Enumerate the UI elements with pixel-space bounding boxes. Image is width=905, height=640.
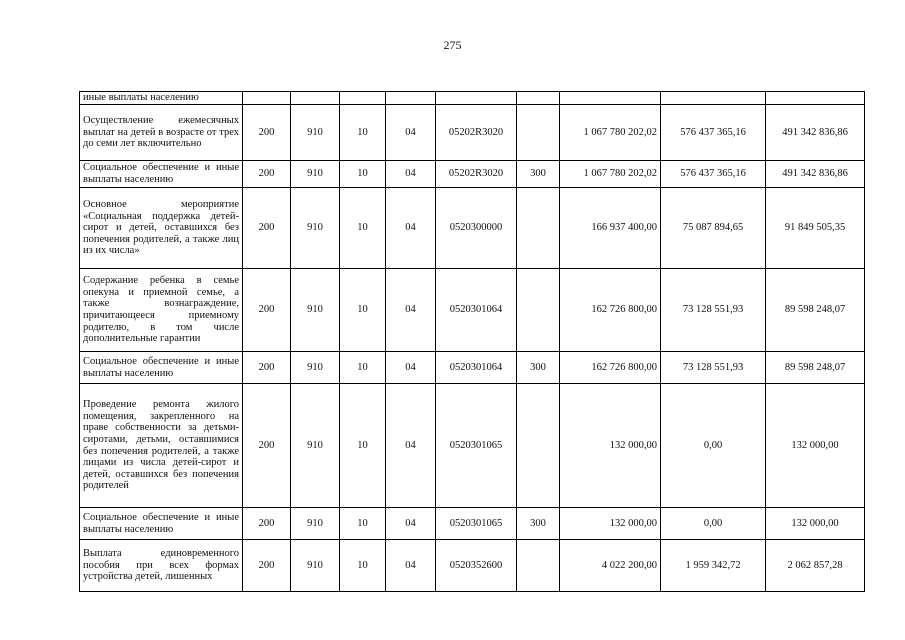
cell-target-article: 0520352600 bbox=[436, 540, 517, 592]
cell-amount-remaining: 132 000,00 bbox=[766, 508, 865, 540]
cell-amount-plan: 1 067 780 202,02 bbox=[560, 105, 661, 161]
row-name: Социальное обеспечение и иные выплаты населению bbox=[80, 508, 243, 540]
cell-ministry: 910 bbox=[291, 352, 340, 384]
cell-ministry: 910 bbox=[291, 384, 340, 508]
cell-amount-plan: 132 000,00 bbox=[560, 508, 661, 540]
row-name: Содержание ребенка в семье опекуна и приемной семье, а также вознаграждение, причитающееся приемному родителю, в том числе дополнительные гарантии bbox=[80, 269, 243, 352]
cell-ministry: 910 bbox=[291, 188, 340, 269]
cell-amount-remaining bbox=[766, 92, 865, 105]
cell-expense-type: 300 bbox=[517, 352, 560, 384]
cell-amount-remaining: 2 062 857,28 bbox=[766, 540, 865, 592]
cell-target-article: 05202R3020 bbox=[436, 105, 517, 161]
cell-amount-remaining: 132 000,00 bbox=[766, 384, 865, 508]
cell-code: 200 bbox=[243, 352, 291, 384]
cell-amount-plan: 162 726 800,00 bbox=[560, 352, 661, 384]
cell-amount-plan: 132 000,00 bbox=[560, 384, 661, 508]
cell-code: 200 bbox=[243, 188, 291, 269]
cell-section: 10 bbox=[340, 384, 386, 508]
table-row bbox=[80, 508, 865, 540]
cell-section: 10 bbox=[340, 540, 386, 592]
cell-section: 10 bbox=[340, 352, 386, 384]
cell-expense-type bbox=[517, 384, 560, 508]
cell-amount-executed: 576 437 365,16 bbox=[661, 105, 766, 161]
cell-section: 10 bbox=[340, 161, 386, 188]
cell-subsection: 04 bbox=[386, 352, 436, 384]
cell-target-article: 05202R3020 bbox=[436, 161, 517, 188]
cell-section: 10 bbox=[340, 105, 386, 161]
cell-amount-remaining: 491 342 836,86 bbox=[766, 161, 865, 188]
cell-subsection: 04 bbox=[386, 384, 436, 508]
cell-section: 10 bbox=[340, 508, 386, 540]
cell-target-article bbox=[436, 92, 517, 105]
cell-ministry: 910 bbox=[291, 269, 340, 352]
page-number: 275 bbox=[443, 38, 462, 52]
cell-target-article: 0520301065 bbox=[436, 384, 517, 508]
cell-subsection: 04 bbox=[386, 105, 436, 161]
cell-subsection: 04 bbox=[386, 188, 436, 269]
cell-amount-plan: 1 067 780 202,02 bbox=[560, 161, 661, 188]
cell-amount-plan bbox=[560, 92, 661, 105]
cell-amount-executed: 73 128 551,93 bbox=[661, 352, 766, 384]
row-name: Выплата единовременного пособия при всех формах устройства детей, лишенных bbox=[80, 540, 243, 592]
cell-amount-remaining: 89 598 248,07 bbox=[766, 352, 865, 384]
cell-subsection: 04 bbox=[386, 540, 436, 592]
table-row bbox=[80, 540, 865, 592]
cell-amount-remaining: 89 598 248,07 bbox=[766, 269, 865, 352]
cell-expense-type bbox=[517, 105, 560, 161]
cell-amount-remaining: 91 849 505,35 bbox=[766, 188, 865, 269]
cell-ministry: 910 bbox=[291, 161, 340, 188]
cell-target-article: 0520301064 bbox=[436, 269, 517, 352]
cell-code: 200 bbox=[243, 105, 291, 161]
cell-amount-plan: 4 022 200,00 bbox=[560, 540, 661, 592]
cell-code: 200 bbox=[243, 161, 291, 188]
cell-code: 200 bbox=[243, 508, 291, 540]
table-row bbox=[80, 161, 865, 188]
budget-table bbox=[79, 91, 865, 592]
cell-amount-executed: 576 437 365,16 bbox=[661, 161, 766, 188]
cell-target-article: 0520301064 bbox=[436, 352, 517, 384]
cell-ministry: 910 bbox=[291, 540, 340, 592]
table-row bbox=[80, 352, 865, 384]
row-name: иные выплаты населению bbox=[80, 92, 243, 105]
table-row bbox=[80, 105, 865, 161]
cell-subsection: 04 bbox=[386, 269, 436, 352]
cell-section: 10 bbox=[340, 188, 386, 269]
cell-section: 10 bbox=[340, 269, 386, 352]
cell-subsection bbox=[386, 92, 436, 105]
cell-subsection: 04 bbox=[386, 161, 436, 188]
row-name: Осуществление ежемесячных выплат на детей в возрасте от трех до семи лет включительно bbox=[80, 105, 243, 161]
row-name: Основное мероприятие «Социальная поддержка детей-сирот и детей, оставшихся без попечения родителей, а также лиц из их числа» bbox=[80, 188, 243, 269]
cell-expense-type bbox=[517, 188, 560, 269]
table-row bbox=[80, 269, 865, 352]
row-name: Социальное обеспечение и иные выплаты населению bbox=[80, 352, 243, 384]
table-row bbox=[80, 188, 865, 269]
cell-code bbox=[243, 92, 291, 105]
cell-code: 200 bbox=[243, 269, 291, 352]
cell-amount-executed: 0,00 bbox=[661, 384, 766, 508]
cell-subsection: 04 bbox=[386, 508, 436, 540]
row-name: Социальное обеспечение и иные выплаты населению bbox=[80, 161, 243, 188]
cell-ministry: 910 bbox=[291, 105, 340, 161]
row-name: Проведение ремонта жилого помещения, закрепленного на праве собственности за детьми-сиротами, детьми, оставшимися без попечения родителей, а также лицами из числа детей-сирот и детей, оставшихся без попечения родителей bbox=[80, 384, 243, 508]
cell-ministry bbox=[291, 92, 340, 105]
cell-amount-executed: 0,00 bbox=[661, 508, 766, 540]
cell-expense-type: 300 bbox=[517, 161, 560, 188]
cell-expense-type bbox=[517, 540, 560, 592]
cell-amount-executed: 75 087 894,65 bbox=[661, 188, 766, 269]
cell-expense-type bbox=[517, 269, 560, 352]
cell-amount-executed bbox=[661, 92, 766, 105]
cell-amount-executed: 73 128 551,93 bbox=[661, 269, 766, 352]
table-row bbox=[80, 384, 865, 508]
cell-section bbox=[340, 92, 386, 105]
cell-amount-executed: 1 959 342,72 bbox=[661, 540, 766, 592]
table-row bbox=[80, 92, 865, 105]
cell-amount-remaining: 491 342 836,86 bbox=[766, 105, 865, 161]
cell-target-article: 0520300000 bbox=[436, 188, 517, 269]
cell-expense-type: 300 bbox=[517, 508, 560, 540]
cell-ministry: 910 bbox=[291, 508, 340, 540]
cell-amount-plan: 166 937 400,00 bbox=[560, 188, 661, 269]
cell-code: 200 bbox=[243, 540, 291, 592]
cell-code: 200 bbox=[243, 384, 291, 508]
cell-expense-type bbox=[517, 92, 560, 105]
cell-amount-plan: 162 726 800,00 bbox=[560, 269, 661, 352]
cell-target-article: 0520301065 bbox=[436, 508, 517, 540]
